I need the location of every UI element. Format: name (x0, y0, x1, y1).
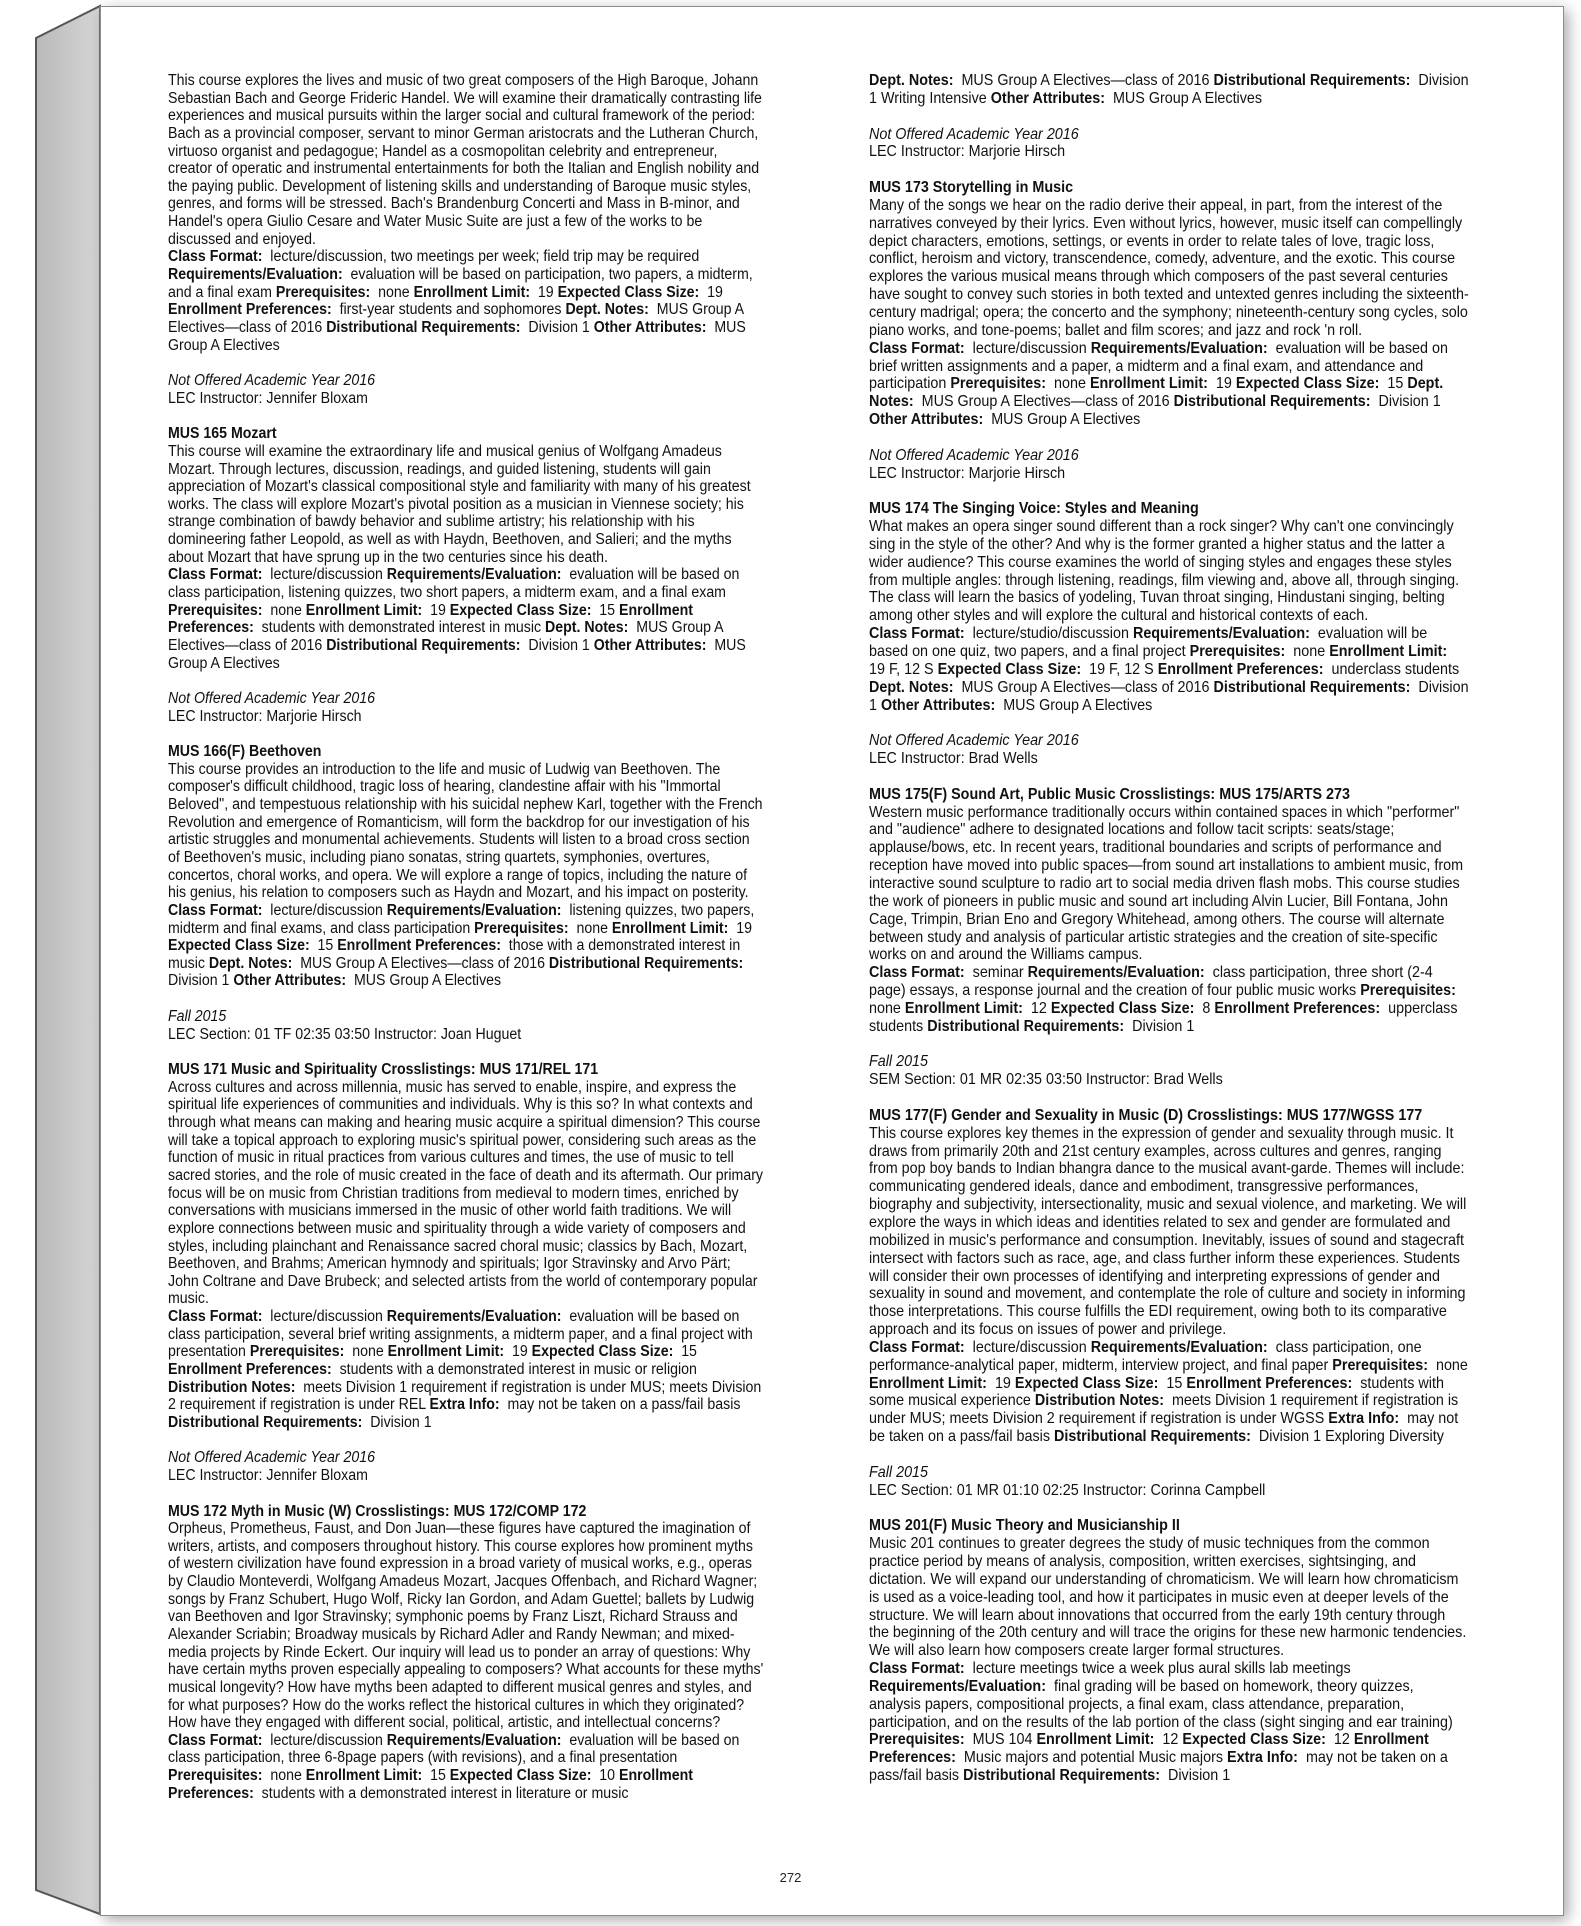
field-label: Expected Class Size: (1182, 1731, 1326, 1749)
field-label: Other Attributes: (233, 972, 347, 990)
course-details (168, 1308, 764, 1431)
course-title: MUS 201(F) Music Theory and Musicianship II (869, 1517, 1180, 1535)
field-value: Division 1 (168, 972, 230, 990)
field-value: those with a demonstrated interest in music (168, 937, 741, 972)
left-column (168, 72, 764, 1820)
course-description: This course will examine the extraordinary life and musical genius of Wolfgang Amadeus Mozart. Through lectures, discussion, readings, and guided listening, students will gain appreciation of Mozart's classical compositional style and familiarity with many of his greatest works. The class will explore Mozart's pivotal position as a musician in Viennese society; his strange combination of bawdy behavior and sublime artistry; his relationship with his domineering father Leopold, as well as with Haydn, Beethoven, and Salieri; and the myths about Mozart that have sprung up in the two centuries since his death. (168, 442, 751, 566)
field-value: students with demonstrated interest in music (261, 619, 542, 637)
field-value: evaluation will be based on class participation, three 6-8page papers (with revisions), and a final presentation (168, 1731, 740, 1767)
field-value: first-year students and sophomores (339, 301, 562, 319)
field-label: Class Format: (869, 1338, 965, 1356)
field-label: Class Format: (869, 1660, 965, 1678)
offering-section: LEC Section: 01 MR 01:10 02:25 Instructor: Corinna Campbell (869, 1481, 1266, 1499)
right-column (869, 72, 1469, 1803)
field-value: 19 (994, 1374, 1011, 1392)
field-value: 19 (736, 919, 752, 937)
field-label: Enrollment Preferences: (168, 1767, 693, 1802)
field-label: Class Format: (869, 339, 965, 357)
field-value: evaluation will be based on participation, two papers, a midterm, and a final exam (168, 266, 753, 301)
field-label: Enrollment Limit: (305, 601, 423, 619)
field-value: may not be taken on a pass/fail basis (507, 1396, 741, 1414)
field-label: Expected Class Size: (449, 601, 592, 619)
course-details (869, 1660, 1469, 1785)
field-label: Class Format: (869, 964, 965, 982)
field-label: Prerequisites: (275, 283, 371, 301)
course-offering (869, 1464, 1469, 1500)
offering-section: LEC Instructor: Marjorie Hirsch (168, 707, 362, 725)
course-entry (168, 72, 764, 354)
field-label: Enrollment Limit: (387, 1343, 505, 1361)
field-value: Division 1 (528, 318, 590, 336)
field-value: meets Division 1 requirement if registration is under MUS; meets Division 2 requirement if registration is under WGSS (869, 1392, 1459, 1428)
course-description: This course explores the lives and music of two great composers of the High Baroque, Johann Sebastian Bach and George Frideric Handel. We will examine their dramatically contrasting life experiences and musical pursuits within the larger social and cultural framework of the period: Bach as a provincial composer, servant to minor German aristocrats and the Lutheran Church, virtuoso organist and pedagogue; Handel as a cosmopolitan celebrity and entrepreneur, creator of operatic and instrumental entertainments for both the Italian and English nobility and the paying public. Development of listening skills and understanding of Baroque music styles, genres, and forms will be stressed. Bach's Brandenburg Concerti and Mass in B-minor, and Handel's opera Giulio Cesare and Water Music Suite are just a few of the works to be discussed and enjoyed. (168, 72, 762, 248)
field-value: MUS Group A Electives (353, 972, 502, 990)
course-offering (168, 372, 764, 407)
field-value: Division 1 (528, 636, 590, 654)
field-label: Enrollment Preferences: (1157, 660, 1324, 678)
field-value: class participation, one performance-analytical paper, midterm, interview project, and final paper (869, 1338, 1422, 1374)
field-label: Dept. Notes: (545, 619, 629, 637)
field-label: Distributional Requirements: (326, 636, 521, 654)
offering-term: Not Offered Academic Year 2016 (869, 732, 1079, 750)
course-description: This course explores key themes in the expression of gender and sexuality through music. It draws from primarily 20th and 21st century examples, across cultures and genres, ranging from pop boy bands to Indian bhangra dance to the musical avant-garde. Themes will include: communicating gendered ideals, dance and embodiment, transgressive performances, biography and subjectivity, intersectionality, music and sexual violence, and marketing. We will explore the ways in which ideas and identities related to sex and gender are formulated and mobilized in music's performance and consumption. Inevitably, issues of sound and stagecraft intersect with factors such as race, age, and class further inform these experiences. Students will consider their own processes of identifying and interpreting expressions of gender and sexuality in sound and movement, and contemplate the role of culture and society in informing those interpretations. This course fulfills the EDI requirement, owing both to its comparative approach and its focus on issues of power and privilege. (869, 1124, 1467, 1339)
field-value: lecture/discussion (270, 1731, 383, 1749)
field-value: 15 (317, 937, 334, 955)
field-label: Dept. Notes: (565, 301, 649, 319)
course-offering (869, 732, 1469, 768)
course-description: Western music performance traditionally occurs within contained spaces in which "performer" and "audience" adhere to designated locations and follow tacit scripts: seats/stage; applause/bows, etc. In recent years, traditional boundaries and scripts of performance and reception have moved into public spaces—from sound art installations to ambient music, from interactive sound sculpture to radio art to social media driven flash mobs. This course studies the work of pioneers in public music and sound art including Alvin Lucier, Bill Fontana, John Cage, Trimpin, Brian Eno and Gregory Whitehead, among others. The course will alternate between study and analysis of particular artistic strategies and the creation of site-specific works on and around the Williams campus. (869, 803, 1464, 964)
field-value: evaluation will be based on class participation, several brief writing assignments, a midterm paper, and a final project with presentation (168, 1308, 753, 1361)
course-offering (869, 447, 1469, 483)
field-label: Enrollment Preferences: (337, 937, 501, 955)
course-details (869, 1339, 1469, 1446)
field-value: listening quizzes, two papers, midterm and final exams, and class participation (168, 901, 755, 937)
field-label: Expected Class Size: (168, 937, 310, 955)
field-value: lecture/studio/discussion (972, 625, 1129, 643)
field-value: evaluation will be based on class participation, listening quizzes, two short papers, a midterm exam, and a final exam (168, 566, 740, 601)
field-label: Enrollment Limit: (869, 1374, 987, 1392)
field-label: Distributional Requirements: (963, 1767, 1161, 1785)
field-value: 15 (681, 1343, 697, 1361)
field-label: Prerequisites: (1360, 982, 1456, 1000)
field-value: MUS Group A Electives (991, 411, 1141, 429)
field-value: evaluation will be based on one quiz, two papers, and a final project (869, 625, 1428, 660)
field-value: Music majors and potential Music majors (963, 1749, 1224, 1767)
course-details (168, 248, 764, 354)
field-label: Requirements/Evaluation: (869, 1677, 1046, 1695)
course-entry (869, 1107, 1469, 1446)
course-offering (168, 1008, 764, 1043)
field-label: Requirements/Evaluation: (1132, 625, 1310, 643)
field-value: 19 (707, 283, 723, 301)
field-value: MUS 104 (972, 1731, 1033, 1749)
offering-term: Not Offered Academic Year 2016 (869, 446, 1079, 464)
course-details (869, 72, 1469, 108)
field-value: 15 (599, 601, 616, 619)
field-value: lecture/discussion (972, 339, 1087, 357)
field-value: meets Division 1 requirement if registration is under MUS; meets Division 2 requirement if registration is under REL (168, 1378, 762, 1414)
field-value: 15 (1387, 375, 1404, 393)
field-value: MUS Group A Electives (168, 318, 746, 354)
course-details (869, 964, 1469, 1035)
field-label: Enrollment Preferences: (869, 1731, 1429, 1767)
field-value: upperclass students (869, 999, 1458, 1035)
field-label: Requirements/Evaluation: (168, 266, 343, 284)
field-label: Enrollment Preferences: (168, 601, 693, 637)
field-value: 12 (1333, 1731, 1350, 1749)
field-value: lecture/discussion (972, 1338, 1087, 1356)
field-value: none (270, 601, 302, 619)
field-value: lecture/discussion (270, 901, 383, 919)
course-entry (869, 1517, 1469, 1785)
course-description: Music 201 continues to greater degrees the study of music techniques from the common practice period by means of analysis, composition, written exercises, sightsinging, and dictation. We will expand our understanding of chromaticism. We will learn how chromaticism is used as a voice-leading tool, and how it participates in music even at deeper levels of the structure. We will learn about innovations that occurred from the early 19th century through the beginning of the 20th century and will trace the origins for these new harmonic tendencies. We will also learn how composers create larger formal structures. (869, 1535, 1467, 1660)
field-label: Expected Class Size: (1235, 375, 1380, 393)
field-label: Enrollment Preferences: (1186, 1374, 1353, 1392)
offering-section: LEC Instructor: Jennifer Bloxam (168, 1467, 368, 1485)
field-value: MUS Group A Electives—class of 2016 (961, 678, 1210, 696)
field-label: Prerequisites: (1332, 1356, 1429, 1374)
offering-section: LEC Section: 01 TF 02:35 03:50 Instructor: Joan Huguet (168, 1025, 522, 1043)
field-label: Enrollment Limit: (1036, 1731, 1155, 1749)
course-title: MUS 177(F) Gender and Sexuality in Music (D) Crosslistings: MUS 177/WGSS 177 (869, 1106, 1423, 1124)
field-label: Other Attributes: (593, 636, 707, 654)
field-label: Extra Info: (1227, 1749, 1298, 1767)
field-label: Expected Class Size: (937, 660, 1082, 678)
field-value: MUS Group A Electives—class of 2016 (921, 393, 1170, 411)
course-title: MUS 165 Mozart (168, 425, 277, 443)
field-label: Enrollment Limit: (305, 1767, 423, 1785)
field-label: Prerequisites: (869, 1731, 965, 1749)
field-value: Division 1 (1378, 393, 1441, 411)
field-value: MUS Group A Electives—class of 2016 (961, 72, 1210, 89)
course-offering (869, 126, 1469, 162)
field-label: Requirements/Evaluation: (386, 566, 562, 584)
field-label: Distribution Notes: (1034, 1392, 1164, 1410)
field-value: 15 (1166, 1374, 1183, 1392)
offering-section: LEC Instructor: Marjorie Hirsch (869, 143, 1066, 161)
field-value: 19 (1215, 375, 1232, 393)
offering-section: LEC Instructor: Brad Wells (869, 750, 1038, 768)
course-title: MUS 172 Myth in Music (W) Crosslistings: MUS 172/COMP 172 (168, 1502, 587, 1520)
field-value: may not be taken on a pass/fail basis (869, 1749, 1448, 1785)
field-label: Enrollment Limit: (1089, 375, 1208, 393)
field-value: lecture meetings twice a week plus aural skills lab meetings (972, 1660, 1351, 1678)
field-value: MUS Group A Electives (168, 636, 746, 672)
field-value: none (1435, 1356, 1468, 1374)
offering-term: Not Offered Academic Year 2016 (168, 1449, 376, 1467)
course-title: MUS 174 The Singing Voice: Styles and Meaning (869, 500, 1199, 518)
course-entry (168, 1503, 764, 1803)
course-entry (168, 425, 764, 672)
field-label: Expected Class Size: (1050, 999, 1195, 1017)
field-label: Dept. Notes: (869, 678, 954, 696)
field-value: none (270, 1767, 302, 1785)
field-label: Prerequisites: (474, 919, 569, 937)
course-description: What makes an opera singer sound different than a rock singer? Why can't one convincingly sing in the style of the other? And why is the former granted a higher status and the latter a wider audience? This course examines the world of singing styles and engages these styles from multiple angles: through listening, readings, film viewing and, above all, through singing. The class will learn the basics of yodeling, Tuvan throat singing, Hindustani singing, belting among other styles and will explore the cultural and historical contexts of each. (869, 518, 1460, 625)
course-description: This course provides an introduction to the life and music of Ludwig van Beethoven. The composer's difficult childhood, tragic loss of hearing, clandestine affair with his "Immortal Beloved", and tempestuous relationship with his suicidal nephew Karl, together with the French Revolution and emergence of Romanticism, will form the backdrop for our investigation of his artistic struggles and monumental achievements. Students will listen to a broad cross section of Beethoven's music, including piano sonatas, string quartets, symphonies, overtures, concertos, choral works, and opera. We will explore a range of topics, including the nature of his genius, his relation to composers such as Haydn and Mozart, and his impact on posterity. (168, 760, 763, 902)
field-value: students with some musical experience (869, 1374, 1444, 1410)
field-label: Extra Info: (1328, 1410, 1400, 1428)
field-value: 19 (430, 601, 446, 619)
course-details (869, 340, 1469, 429)
field-label: Dept. Notes: (208, 954, 293, 972)
field-value: students with a demonstrated interest in music or religion (339, 1360, 697, 1378)
field-label: Class Format: (869, 625, 965, 643)
course-offering (168, 690, 764, 725)
field-value: 15 (430, 1767, 446, 1785)
field-label: Enrollment Preferences: (168, 301, 332, 319)
field-label: Class Format: (168, 1731, 263, 1749)
field-label: Enrollment Preferences: (1214, 999, 1381, 1017)
course-details (168, 902, 764, 990)
field-label: Distribution Notes: (168, 1378, 296, 1396)
field-value: Division 1 (1132, 1017, 1195, 1035)
offering-term: Not Offered Academic Year 2016 (869, 125, 1079, 143)
course-description: Orpheus, Prometheus, Faust, and Don Juan—these figures have captured the imagination of writers, artists, and composers throughout history. This course explores how prominent myths of western civilization have found expression in a broad variety of musical works, e.g., operas by Claudio Monteverdi, Wolfgang Amadeus Mozart, Jacques Offenbach, and Richard Wagner; songs by Franz Schubert, Hugo Wolf, Ricky Ian Gordon, and Adam Guettel; ballets by Ludwig van Beethoven and Igor Stravinsky; symphonic poems by Franz Liszt, Richard Strauss and Alexander Scriabin; Broadway musicals by Richard Adler and Randy Newman; and mixed-media projects by Rinde Eckert. Our inquiry will lead us to ponder an array of questions: Why have certain myths proven especially appealing to composers? What accounts for these myths' musical longevity? How have myths been adapted to different musical genres and styles, and for what purposes? How do the works reflect the historical cultures in which they originated? How have they engaged with different social, political, artistic, and intellectual concerns? (168, 1520, 764, 1732)
offering-section: LEC Instructor: Marjorie Hirsch (869, 464, 1066, 482)
course-description: Across cultures and across millennia, music has served to enable, inspire, and express the spiritual life experiences of communities and individuals. Why is this so? In what contexts and through what means can making and hearing music acquire a spiritual dimension? This course will take a topical approach to exploring music's spiritual power, considering such areas as the function of music in ritual practices from various cultures and times, the use of music to tell sacred stories, and the role of music created in the face of death and its aftermath. Our primary focus will be on music from Christian traditions from medieval to modern times, enriched by conversations with musicians immersed in the music of other world faith traditions. We will explore connections between music and spirituality through a wide variety of composers and styles, including plainchant and Renaissance sacred choral music; classics by Bach, Mozart, Beethoven, and Brahms; American hymnody and spirituals; Igor Stravinsky and Arvo Pärt; John Coltrane and Dave Brubeck; and selected artists from the world of contemporary popular music. (168, 1078, 763, 1308)
field-value: none (378, 283, 410, 301)
field-value: lecture/discussion (270, 1308, 383, 1326)
field-label: Dept. Notes: (869, 72, 954, 89)
field-value: lecture/discussion, two meetings per week; field trip may be required (270, 248, 700, 266)
course-offering (869, 1053, 1469, 1089)
field-value: 10 (599, 1767, 616, 1785)
course-entry (168, 743, 764, 990)
field-value: 12 (1030, 999, 1047, 1017)
field-label: Prerequisites: (249, 1343, 345, 1361)
field-value: seminar (972, 964, 1024, 982)
field-label: Prerequisites: (950, 375, 1047, 393)
field-label: Class Format: (168, 901, 263, 919)
course-title: MUS 173 Storytelling in Music (869, 179, 1074, 197)
field-value: Division 1 Writing Intensive (869, 72, 1469, 107)
field-label: Distributional Requirements: (1213, 678, 1411, 696)
course-description: Many of the songs we hear on the radio derive their appeal, in part, from the interest of the narratives conveyed by their lyrics. Even without lyrics, however, music itself can compellingly depict characters, emotions, settings, or events in order to relate tales of love, tragic loss, conflict, heroism and victory, transcendence, comedy, adventure, and the exotic. This course explores the various musical means through which composers of the past several centuries have sought to convey such stories in both texted and untexted genres including the sixteenth-century madrigal; opera; the concerto and the symphony; nineteenth-century song cycles, solo piano works, and tone-poems; ballet and film scores; and jazz and rock 'n roll. (869, 196, 1469, 339)
field-value: final grading will be based on homework, theory quizzes, analysis papers, compositional projects, a final exam, class attendance, preparation, participation, and on the results of the lab portion of the class (sight singing and ear training) (869, 1677, 1453, 1731)
course-title: MUS 166(F) Beethoven (168, 743, 322, 761)
field-value: MUS Group A Electives—class of 2016 (168, 301, 744, 336)
field-value: 19 F, 12 S (869, 660, 934, 678)
field-value: 19 (511, 1343, 528, 1361)
course-details (168, 566, 764, 672)
course-entry (869, 179, 1469, 429)
field-value: MUS Group A Electives (1112, 89, 1263, 107)
field-label: Other Attributes: (869, 411, 984, 429)
course-details (168, 1732, 764, 1803)
field-label: Class Format: (168, 566, 263, 584)
field-label: Enrollment Limit: (611, 919, 729, 937)
course-title: MUS 175(F) Sound Art, Public Music Crosslistings: MUS 175/ARTS 273 (869, 785, 1350, 803)
offering-term: Not Offered Academic Year 2016 (168, 372, 376, 390)
offering-term: Not Offered Academic Year 2016 (168, 690, 376, 708)
field-value: class participation, three short (2-4 page) essays, a response journal and the creation of four public music works (869, 964, 1433, 1000)
field-label: Class Format: (168, 248, 263, 266)
course-offering (168, 1449, 764, 1484)
field-value: none (576, 919, 608, 937)
field-value: none (1054, 375, 1086, 393)
field-value: Division 1 (869, 678, 1469, 714)
course-entry (869, 72, 1469, 108)
field-value: 19 F, 12 S (1089, 660, 1154, 678)
field-label: Class Format: (168, 1308, 263, 1326)
field-label: Requirements/Evaluation: (386, 1308, 562, 1326)
course-details (869, 625, 1469, 714)
field-label: Other Attributes: (990, 89, 1105, 107)
offering-term: Fall 2015 (869, 1053, 929, 1071)
field-value: evaluation will be based on brief written assignments and a paper, a midterm and a final exam, and attendance and participation (869, 339, 1448, 393)
field-value: may not be taken on a pass/fail basis (869, 1410, 1459, 1446)
field-label: Expected Class Size: (557, 283, 700, 301)
field-label: Requirements/Evaluation: (1090, 1338, 1268, 1356)
field-label: Enrollment Limit: (1329, 643, 1448, 660)
field-value: MUS Group A Electives (1003, 696, 1153, 714)
course-title: MUS 171 Music and Spirituality Crosslistings: MUS 171/REL 171 (168, 1061, 599, 1079)
field-label: Dept. Notes: (869, 375, 1444, 411)
field-value: 19 (537, 283, 554, 301)
field-value: none (352, 1343, 384, 1361)
field-label: Expected Class Size: (531, 1343, 674, 1361)
field-value: none (1293, 643, 1326, 660)
field-label: Requirements/Evaluation: (386, 1731, 562, 1749)
field-label: Distributional Requirements: (1173, 393, 1371, 411)
field-label: Enrollment Limit: (413, 283, 531, 301)
field-label: Enrollment Preferences: (168, 1360, 332, 1378)
course-entry (168, 1061, 764, 1431)
field-label: Prerequisites: (168, 1767, 263, 1785)
field-value: students with a demonstrated interest in literature or music (261, 1784, 629, 1802)
field-value: 12 (1162, 1731, 1179, 1749)
field-label: Extra Info: (429, 1396, 500, 1414)
field-label: Distributional Requirements: (168, 1413, 363, 1431)
field-value: MUS Group A Electives—class of 2016 (300, 954, 545, 972)
offering-term: Fall 2015 (869, 1463, 929, 1481)
field-value: MUS Group A Electives—class of 2016 (168, 619, 723, 654)
field-value: Division 1 (370, 1413, 432, 1431)
field-label: Distributional Requirements: (326, 318, 521, 336)
field-label: Requirements/Evaluation: (1090, 339, 1268, 357)
field-label: Expected Class Size: (449, 1767, 592, 1785)
offering-section: LEC Instructor: Jennifer Bloxam (168, 389, 368, 407)
field-label: Expected Class Size: (1014, 1374, 1159, 1392)
field-label: Enrollment Limit: (904, 999, 1023, 1017)
field-label: Distributional Requirements: (1054, 1428, 1251, 1446)
course-entry (869, 500, 1469, 714)
field-value: underclass students (1331, 660, 1460, 678)
offering-term: Fall 2015 (168, 1007, 227, 1025)
field-value: lecture/discussion (270, 566, 383, 584)
field-value: none (869, 999, 901, 1017)
field-label: Distributional Requirements: (927, 1017, 1125, 1035)
field-label: Requirements/Evaluation: (1027, 964, 1205, 982)
field-label: Distributional Requirements: (1213, 72, 1411, 89)
course-entry (869, 786, 1469, 1036)
field-label: Other Attributes: (593, 318, 707, 336)
page-number: 272 (779, 1870, 802, 1885)
field-value: 8 (1202, 999, 1211, 1017)
field-value: Division 1 (1167, 1767, 1231, 1785)
field-label: Prerequisites: (168, 601, 263, 619)
field-label: Requirements/Evaluation: (386, 901, 562, 919)
offering-section: SEM Section: 01 MR 02:35 03:50 Instructor: Brad Wells (869, 1071, 1223, 1089)
field-label: Other Attributes: (880, 696, 996, 714)
field-label: Prerequisites: (1189, 643, 1286, 660)
field-value: Division 1 Exploring Diversity (1258, 1428, 1444, 1446)
field-label: Distributional Requirements: (548, 954, 744, 972)
